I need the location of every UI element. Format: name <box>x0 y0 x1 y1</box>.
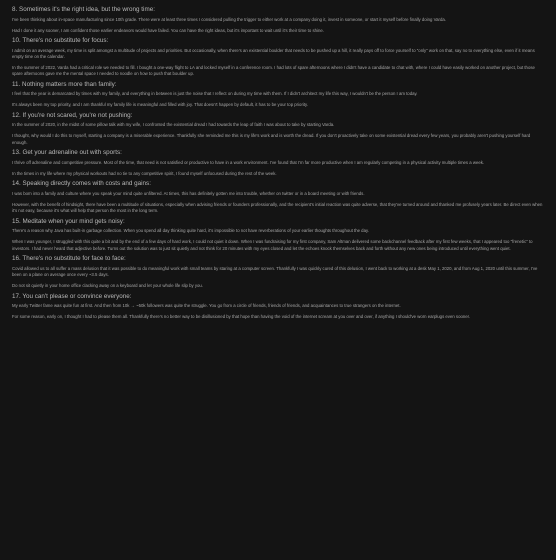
section-heading: 13. Get your adrenaline out with sports: <box>12 149 122 157</box>
article-section <box>12 6 544 34</box>
section-paragraph: I admit on an average week, my time is split amongst a multitude of projects and priorities. But occasionally, when there's an existential boulder that needs to be pushed up a hill, it really pays off to force yourself to "only" work on that, say no to everything else, even if it means empty time on the calendar. <box>12 47 535 59</box>
section-heading: 17. You can't please or convince everyone: <box>12 292 132 300</box>
section-paragraph: Covid allowed us to all suffer a mass delusion that it was possible to do meaningful work with small teams by staring at a computer screen. Thankfully I was quickly cured of this delusion, I went back to working at a desk May 1, 2020, and from Aug 1, 2020 until this summer, I've been on a plane on average once every ~3.5 days. <box>12 265 538 278</box>
article-body <box>12 6 544 548</box>
section-paragraph: For some reason, early on, I thought I had to please them all. Thankfully there's no better way to be disillusioned by that hope than having the void of the internet scream at you over and over, if anything I should've worn earplugs even sooner. <box>12 314 471 320</box>
section-paragraph: I thrive off adrenaline and competitive pressure. Most of the time, that need is not satisfied or productive to have in a work environment. I've found that I'm far more productive when I am regularly competing in a physical activity multiple times a week. <box>12 159 485 165</box>
section-paragraph: I thought, why would I do this to myself, starting a company is a miserable experience. Thankfully she reminded me this is my life's work and is worth the dread. If you don't proactively take on some existential dread every few years, you probably aren't pushing yourself hard enough. <box>12 133 531 145</box>
section-heading: 14. Speaking directly comes with costs and gains: <box>12 180 151 188</box>
section-paragraph: In the summer of 2020, in the midst of some pillow talk with my wife, I confronted the existential dread I had towards the leap of faith I was about to take by starting Varda. <box>12 122 335 128</box>
section-heading: 16. There's no substitute for face to face: <box>12 255 126 263</box>
article-section <box>12 293 544 321</box>
article-section <box>12 81 544 109</box>
section-paragraph: However, with the benefit of hindsight, there have been a multitude of situations, especially when advising friends or founders professionally, and the recipient's initial reaction was quite adverse, that they've turned around and thanked me profusely years later. Be direct even when it's not easy, because it's what will help that person the most in the long term. <box>12 201 543 214</box>
section-paragraph: There's a reason why Java has built-in garbage collection. When you spend all day thinking quite hard, it's impossible to not have reverberations of your earlier thoughts throughout the day. <box>12 228 369 234</box>
section-heading: 10. There's no substitute for focus: <box>12 37 109 45</box>
article-section <box>12 180 544 214</box>
article-section <box>12 112 544 146</box>
section-heading: 12. If you're not scared, you're not pushing: <box>12 111 133 119</box>
section-paragraph: I've been thinking about in-space manufacturing since 10th grade. There were at least three times I considered pulling the trigger to either work at a company doing it, invest in someone, or start it myself before finally doing Varda. <box>12 16 446 22</box>
section-paragraph: Do not sit quietly in your home office clacking away on a keyboard and let your whole life slip by you. <box>12 283 203 289</box>
section-heading: 15. Meditate when your mind gets noisy: <box>12 217 125 225</box>
article-section <box>12 255 544 289</box>
section-heading: 8. Sometimes it's the right idea, but the wrong time: <box>12 6 155 13</box>
section-paragraph: My early Twitter fame was quite fun at first. And then from 10k → ~50k followers was quite the struggle. You go from a circle of friends, friends of friends, and acquaintances to true strangers on the internet. <box>12 303 401 309</box>
article-section <box>12 149 544 177</box>
section-paragraph: I feel that the year is demarcated by times with my family, and everything in between is just the noise that I reflect on during my time with them. If I didn't architect my life this way, I wouldn't be the person I am today. <box>12 91 418 97</box>
article-section <box>12 37 544 78</box>
section-paragraph: Had I done it any sooner, I am confident those earlier endeavors would have failed. You can have the right ideas, but it's important to wait until it's their time to shine. <box>12 27 324 33</box>
section-paragraph: In the times in my life where my physical workouts had no tie to any competitive spirit, I found myself unfocused during the rest of the week. <box>12 170 277 176</box>
section-paragraph: When I was younger, I struggled with this quite a bit and by the end of a few days of hard work, I could not quiet it down. When I was fundraising for my first company, Sam Altman delivered some backchannel feedback after my first few weeks, that I appeared too "frenetic" to investors. I had never heard that adjective before. Turns out the solution was to just sit quietly and not think for 20 minutes with my eyes closed and let the echoes knock themselves back and forth without any new ones being introduced until everything went quiet. <box>12 239 533 251</box>
section-paragraph: It's always been my top priority, and I am thankful my family life is meaningful and filled with joy. That doesn't happen by default, it has to be your top priority. <box>12 102 309 108</box>
section-paragraph: I was born into a family and culture where you speak your mind quite unfiltered. At times, this has definitely gotten me into trouble, whether on twitter or in a board meeting or with friends. <box>12 190 365 196</box>
section-heading: 11. Nothing matters more than family: <box>12 80 117 88</box>
section-paragraph: In the summer of 2022, Varda had a critical role we needed to fill. I bought a one-way flight to LA and locked myself in a conference room. I had lots of spare afternoons where I didn't have a candidate to chat with, where I could have easily worked on another project, but those spare afternoons gave me the mental space I needed to noodle on how to push that boulder up. <box>12 64 535 77</box>
article-section <box>12 218 544 252</box>
